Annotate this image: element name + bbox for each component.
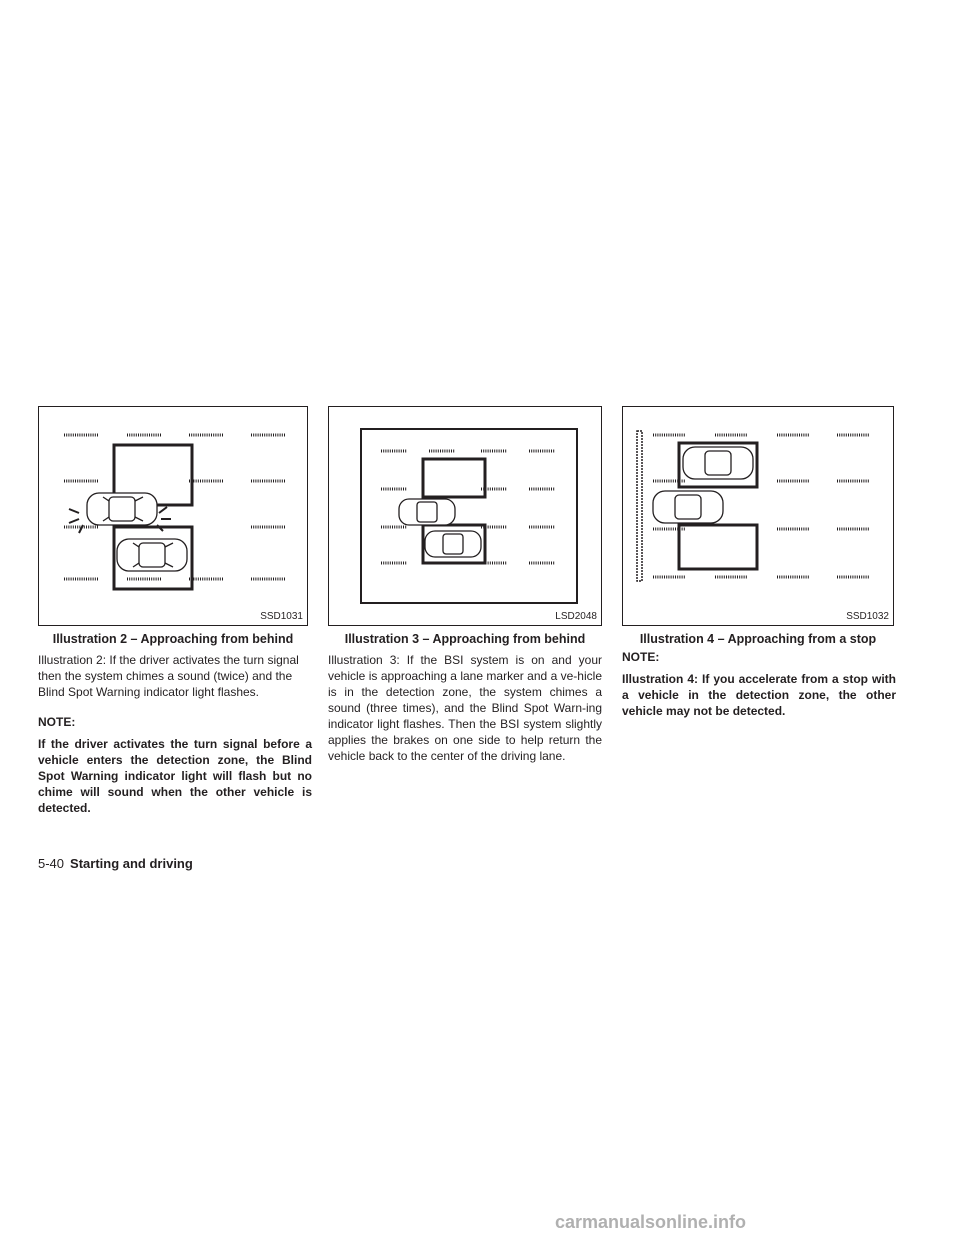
- column-2: [328, 652, 602, 764]
- figure-caption-4: Illustration 4 – Approaching from a stop: [639, 632, 877, 646]
- figure-caption-2: Illustration 2 – Approaching from behind: [52, 632, 294, 646]
- figure-code: SSD1031: [260, 611, 303, 622]
- note-label: NOTE:: [622, 650, 660, 664]
- figure-code: SSD1032: [846, 611, 889, 622]
- column-3: [622, 649, 896, 719]
- body-paragraph: Illustration 2: If the driver activates the turn signal then the system chimes a sound (twice) and the Blind Spot Warning indicator light flashes.: [38, 653, 299, 699]
- illustration-2-diagram: [39, 407, 309, 627]
- note-text: If the driver activates the turn signal before a vehicle enters the detection zone, the Blind Spot Warning indicator light will flash but no chime will sound when the other vehicle is detected.: [38, 737, 312, 815]
- note-text: Illustration 4: If you accelerate from a stop with a vehicle in the detection zone, the other vehicle may not be detected.: [622, 672, 896, 718]
- page-footer: [38, 856, 193, 872]
- column-1: [38, 652, 312, 816]
- figure-code: LSD2048: [555, 611, 597, 622]
- figure-illustration-3: [328, 406, 602, 626]
- figure-illustration-4: [622, 406, 894, 626]
- page-number: 5-40: [38, 856, 65, 871]
- figure-caption-3: Illustration 3 – Approaching from behind: [344, 632, 586, 646]
- figure-illustration-2: [38, 406, 308, 626]
- section-title: Starting and driving: [70, 856, 193, 871]
- note-label: NOTE:: [38, 715, 76, 729]
- body-paragraph: Illustration 3: If the BSI system is on and your vehicle is approaching a lane marker and a ve-hicle is in the detection zone, the system chimes a sound (three times), and the Blind Spot Warn-ing indicator light flashes. Then the BSI system slightly applies the brakes on one side to help return the vehicle back to the center of the driving lane.: [328, 653, 602, 763]
- illustration-3-diagram: [329, 407, 603, 627]
- illustration-4-diagram: [623, 407, 895, 627]
- watermark: carmanualsonline.info: [555, 1212, 747, 1232]
